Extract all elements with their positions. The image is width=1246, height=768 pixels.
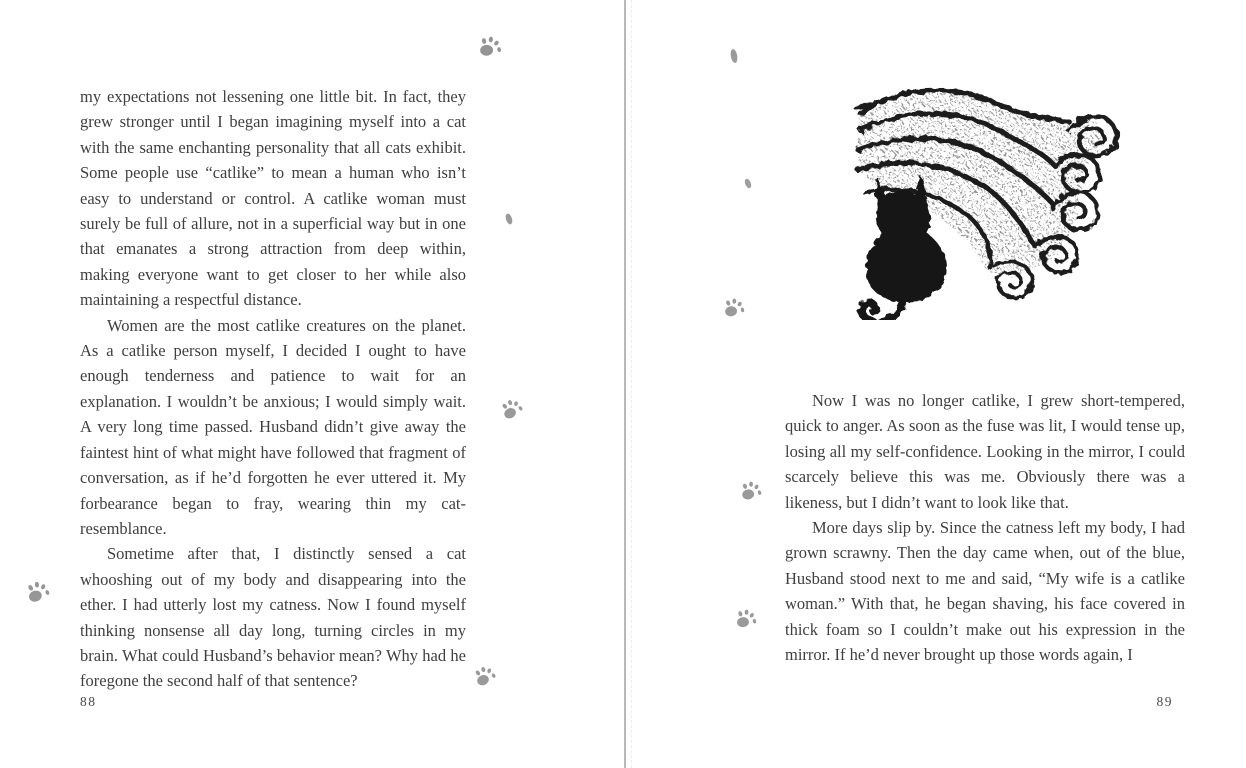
page-number-left: 88: [80, 694, 97, 709]
cat-wind-illustration-svg: [845, 75, 1145, 320]
cat-wind-illustration: [845, 75, 1145, 320]
page-right: [623, 0, 1246, 768]
paw-dot-icon: [728, 46, 740, 66]
page-gutter-divider: [624, 0, 626, 768]
paragraph: my expectations not lessening one little bit. In fact, they grew stronger until I began imagining myself into a cat with the same enchanting personality that all cats exhibit. Some people use “catlike” to mean a human who isn’t easy to understand or control. A catlike woman must surely be full of allure, not in a superficial way but in one that emanates a strong attraction from deep within, making everyone want to get closer to her while also maintaining a respectful distance.: [80, 87, 466, 310]
paragraph: Women are the most catlike creatures on the planet. As a catlike person myself, I decided I ought to have enough tenderness and patience to wait for an explanation. I wouldn’t be anxious; I would simply wait. A very long time passed. Husband didn’t give away the faintest hint of what might have followed that fragment of conversation, as if he’d forgotten he ever uttered it. My forbearance began to fray, wearing thin my cat-resemblance.: [80, 315, 466, 538]
paw-dot-icon: [742, 176, 754, 191]
paw-print-icon: [500, 397, 526, 423]
paw-print-icon: [721, 295, 748, 322]
paw-print-icon: [733, 606, 760, 633]
cat-tail: [862, 301, 903, 320]
right-page-text-column: [785, 388, 1185, 667]
paragraph: Sometime after that, I distinctly sensed a cat whooshing out of my body and disappearing into the ether. I had utterly lost my catness. Now I found myself thinking nonsense all day long, turning circles in my brain. What could Husband’s behavior mean? Why had he foregone the second half of that sentence?: [80, 544, 466, 691]
page-number-right: 89: [1156, 694, 1173, 709]
paw-print-icon: [739, 479, 765, 505]
paragraph: More days slip by. Since the catness left my body, I had grown scrawny. Then the day came when, out of the blue, Husband stood next to me and said, “My wife is a catlike woman.” With that, he began shaving, his face covered in thick foam so I couldn’t make out his expression in the mirror. If he’d never brought up those words again, I: [785, 518, 1185, 665]
page-gutter-fold-line: [631, 0, 632, 768]
paw-dot-icon: [503, 211, 515, 227]
left-page-text-column: [80, 84, 466, 694]
paw-print-icon: [26, 580, 51, 605]
paragraph: Now I was no longer catlike, I grew short-tempered, quick to anger. As soon as the fuse was lit, I would tense up, losing all my self-confidence. Looking in the mirror, I could scarcely believe this was me. Obviously there was a likeness, but I didn’t want to look like that.: [785, 391, 1185, 512]
paw-print-icon: [473, 664, 498, 689]
